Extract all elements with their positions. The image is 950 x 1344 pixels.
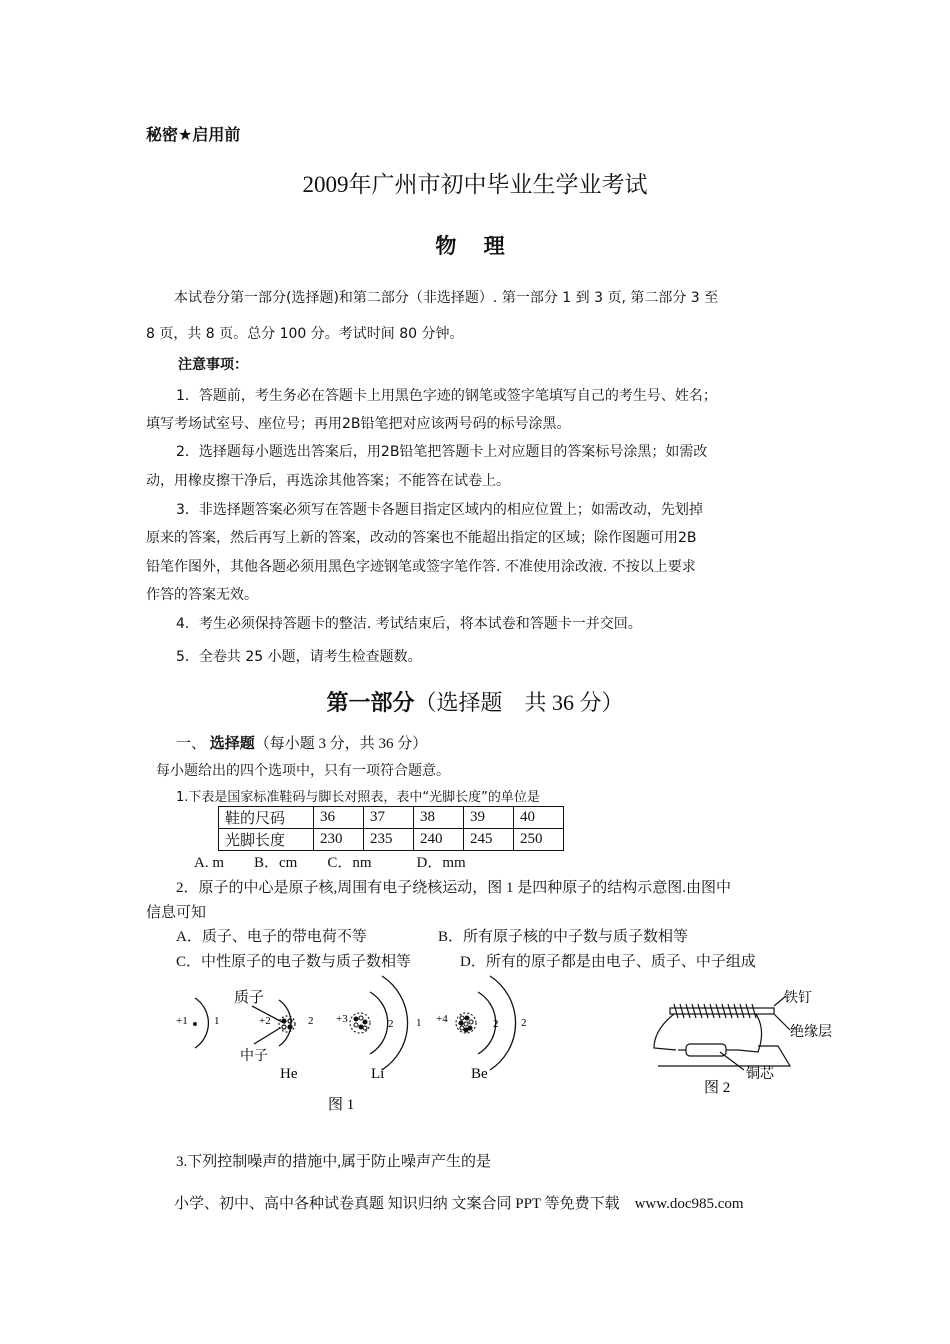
nail-label: 铁钉 xyxy=(784,991,812,1006)
instruction: 每小题给出的四个选项中，只有一项符合题意。 xyxy=(156,763,450,779)
notice-line: 铅笔作图外，其他各题必须用黑色字迹钢笔或签字笔作答. 不准使用涂改液. 不按以上要求 xyxy=(146,559,696,575)
shoe-size-table xyxy=(218,806,564,851)
electron-shell xyxy=(382,976,408,1070)
table-cell: 40 xyxy=(514,807,564,829)
notice-line: 2．选择题每小题选出答案后，用2B铅笔把答题卡上对应题目的答案标号涂黑；如需改 xyxy=(176,444,708,460)
part-label: 一、 xyxy=(176,736,207,752)
figure-2-electromagnet xyxy=(640,990,840,1100)
q2-option-a: A．质子、电子的带电荷不等 xyxy=(176,929,367,945)
charge-label: +4 xyxy=(436,1013,448,1025)
table-cell: 光脚长度 xyxy=(219,829,314,851)
table-cell: 38 xyxy=(414,807,464,829)
subject-title: 物 理 xyxy=(435,234,515,258)
q2-stem-2: 信息可知 xyxy=(146,905,207,921)
notice-heading: 注意事项： xyxy=(178,357,248,373)
copper-label: 铜芯 xyxy=(746,1067,774,1082)
notice-line: 3．非选择题答案必须写在答题卡各题目指定区域内的相应位置上；如需改动，先划掉 xyxy=(176,502,703,518)
table-cell: 230 xyxy=(314,829,364,851)
electron-count: 1 xyxy=(416,1017,422,1029)
footer-text: 小学、初中、高中各种试卷真题 知识归纳 文案合同 PPT 等免费下载 www.doc985.com xyxy=(174,1196,744,1212)
part-heading xyxy=(176,732,427,753)
pointer-line xyxy=(254,1028,280,1044)
coil-winding xyxy=(674,1004,756,1018)
exam-title: 2009年广州市初中毕业生学业考试 xyxy=(302,172,648,197)
notice-line: 作答的答案无效。 xyxy=(146,587,258,603)
notice-line: 4．考生必须保持答题卡的整洁. 考试结束后，将本试卷和答题卡一并交回。 xyxy=(176,616,642,632)
electron-shell xyxy=(370,992,388,1054)
nucleus-he xyxy=(279,1016,295,1032)
electron-shell xyxy=(195,998,208,1048)
q2-option-d: D．所有的原子都是由电子、质子、中子组成 xyxy=(460,954,756,970)
section-title-rest: （选择题 共 36 分） xyxy=(414,690,624,715)
figure-1-atoms xyxy=(170,970,550,1120)
table-cell: 250 xyxy=(514,829,564,851)
electron-count: 2 xyxy=(521,1017,527,1029)
electron-count: 2 xyxy=(388,1018,394,1030)
table-cell: 235 xyxy=(364,829,414,851)
battery xyxy=(686,1044,726,1056)
atom-name-he: He xyxy=(280,1066,298,1082)
notice-line: 动，用橡皮擦干净后，再选涂其他答案；不能答在试卷上。 xyxy=(146,473,510,489)
neutron-label: 中子 xyxy=(240,1049,268,1064)
atom-name-li: Li xyxy=(371,1066,385,1082)
wire-lead xyxy=(654,1014,676,1050)
section-title xyxy=(0,686,950,717)
table-cell: 245 xyxy=(464,829,514,851)
table-row xyxy=(219,829,564,851)
intro-line-1: 本试卷分第一部分(选择题)和第二部分（非选择题）. 第一部分 1 到 3 页, 第二部分 3 至 xyxy=(174,290,719,306)
proton-label: 质子 xyxy=(234,990,265,1006)
notice-line: 原来的答案，然后再写上新的答案，改动的答案也不能超出指定的区域；除作图题可用2B xyxy=(146,530,697,546)
figure-2-caption: 图 2 xyxy=(704,1080,731,1096)
notice-line: 5．全卷共 25 小题，请考生检查题数。 xyxy=(176,649,422,665)
table-row xyxy=(219,807,564,829)
notice-line: 填写考场试室号、座位号；再用2B铅笔把对应该两号码的标号涂黑。 xyxy=(146,416,571,432)
nucleus-h xyxy=(193,1022,197,1026)
charge-label: +2 xyxy=(259,1015,271,1027)
nucleus-be xyxy=(456,1013,476,1033)
electron-count: 1 xyxy=(214,1015,220,1027)
intro-line-2: 8 页，共 8 页。总分 100 分。考试时间 80 分钟。 xyxy=(146,326,464,342)
table-cell: 鞋的尺码 xyxy=(219,807,314,829)
electron-count: 2 xyxy=(308,1015,314,1027)
part-bold: 选择题 xyxy=(209,734,255,752)
q2-option-b: B．所有原子核的中子数与质子数相等 xyxy=(438,929,689,945)
table-cell: 36 xyxy=(314,807,364,829)
q2-option-c: C．中性原子的电子数与质子数相等 xyxy=(176,954,412,970)
charge-label: +3 xyxy=(336,1013,348,1025)
notice-line: 1．答题前，考生务必在答题卡上用黑色字迹的钢笔或签字笔填写自己的考生号、姓名； xyxy=(176,388,717,404)
q1-stem: 1.下表是国家标准鞋码与脚长对照表，表中“光脚长度”的单位是 xyxy=(176,790,540,805)
table-cell: 37 xyxy=(364,807,414,829)
part-rest: （每小题 3 分，共 36 分） xyxy=(254,736,428,752)
electron-count: 2 xyxy=(493,1018,499,1030)
insulation-label: 绝缘层 xyxy=(790,1025,832,1040)
q3-stem: 3.下列控制噪声的措施中,属于防止噪声产生的是 xyxy=(176,1154,492,1170)
figure-1-caption: 图 1 xyxy=(328,1097,355,1113)
nucleus-li xyxy=(350,1013,370,1033)
charge-label: +1 xyxy=(176,1015,188,1027)
iron-nail xyxy=(670,1008,774,1014)
section-title-bold: 第一部分 xyxy=(326,691,415,716)
table-cell: 240 xyxy=(414,829,464,851)
q2-stem-1: 2．原子的中心是原子核,周围有电子绕核运动，图 1 是四种原子的结构示意图.由图中 xyxy=(176,880,732,896)
atom-name-be: Be xyxy=(471,1066,488,1082)
table-cell: 39 xyxy=(464,807,514,829)
q1-options: A. m B．cm C．nm D．mm xyxy=(194,855,466,871)
confidential-label: 秘密★启用前 xyxy=(146,125,241,144)
